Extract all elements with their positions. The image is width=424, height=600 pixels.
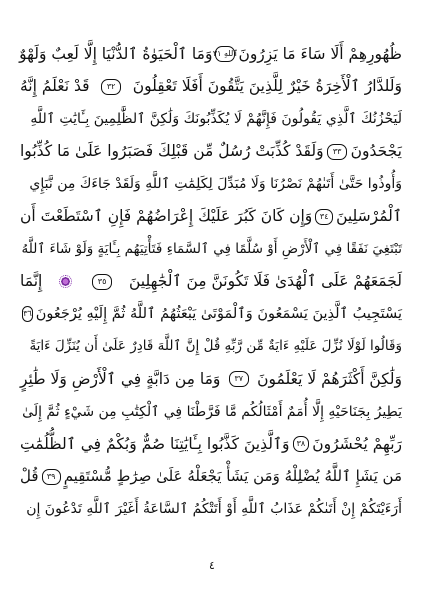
verse-text: ٱلْمُرْسَلِينَ xyxy=(336,207,402,225)
text-line xyxy=(20,233,402,266)
verse-text: يَجْحَدُونَ xyxy=(350,142,402,160)
verse-text: وَمَا مِن دَابَّةٍ فِي ٱلْأَرْضِ وَلَا طَٰئِرٍ xyxy=(20,369,221,388)
text-line xyxy=(20,298,402,331)
verse-text: مَن يَشَإِ ٱللَّهُ يُضْلِلْهُ وَمَن يَشَأْ يَجْعَلْهُ عَلَىٰ صِرَٰطٍ مُّسْتَقِيمٍ xyxy=(63,467,402,486)
text-line xyxy=(20,396,402,429)
text-line xyxy=(20,428,402,461)
verse-text: وَلَٰكِنَّ أَكْثَرَهُمْ لَا يَعْلَمُونَ xyxy=(257,369,402,388)
verse-text: وَقَالُوا لَوْلَا نُزِّلَ عَلَيْهِ ءَايَةٌ مِّن رَّبِّهِ قُلْ إِنَّ ٱللَّهَ قَادِرٌ عَلَىٰ أَن يُنَزِّلَ ءَايَةً xyxy=(29,338,402,354)
verse-text: إِنَّمَا xyxy=(20,272,43,290)
ayah-end-marker: ٣٨ xyxy=(293,436,310,452)
verse-text: رَبِّهِمْ يُحْشَرُونَ xyxy=(312,434,402,453)
text-line xyxy=(20,38,402,71)
verse-text: يَسْتَجِيبُ ٱلَّذِينَ يَسْمَعُونَ وَٱلْمَوْتَىٰ يَبْعَثُهُمُ ٱللَّهُ ثُمَّ إِلَيْهِ يُرْجَعُونَ xyxy=(35,306,402,322)
verse-text: ظُهُورِهِمْ أَلَا سَاءَ مَا يَزِرُونَ xyxy=(238,44,402,63)
page-number: ٤ xyxy=(209,559,215,572)
verse-text: يَطِيرُ بِجَنَاحَيْهِ إِلَّا أُمَمٌ أَمْثَالُكُم مَّا فَرَّطْنَا فِي ٱلْكِتَٰبِ مِن شَيْءٍ ثُمَّ إِلَىٰ xyxy=(22,403,402,420)
text-line xyxy=(20,363,402,396)
ayah-end-marker: ٱللهِ ٣١ xyxy=(215,46,235,62)
verse-text: أَرَءَيْتَكُمْ إِنْ أَتَىٰكُمْ عَذَابُ ٱللَّهِ أَوْ أَتَتْكُمُ ٱلسَّاعَةُ أَغَيْرَ ٱللَّهِ تَدْعُونَ إِن xyxy=(26,501,402,518)
ayah-end-marker: ٣٥ xyxy=(92,274,112,290)
text-line xyxy=(20,266,402,299)
verse-text: وَلَلدَّارُ ٱلْأَخِرَةُ خَيْرٌ لِلَّذِينَ يَتَّقُونَ أَفَلَا تَعْقِلُونَ xyxy=(132,77,402,95)
verse-text: وَلَقَدْ كُذِّبَتْ رُسُلٌ مِّن قَبْلِكَ فَصَبَرُوا عَلَىٰ مَا كُذِّبُوا xyxy=(20,142,324,160)
verse-text-block xyxy=(20,38,402,526)
text-line xyxy=(20,71,402,104)
ayah-end-marker: ٣٣ xyxy=(327,144,347,160)
text-line xyxy=(20,103,402,136)
text-line xyxy=(20,201,402,234)
verse-text: تَبْتَغِيَ نَفَقًا فِي ٱلْأَرْضِ أَوْ سُلَّمًا فِي ٱلسَّمَاءِ فَتَأْتِيَهُم بِـَٔايَةٍ وَلَوْ شَاءَ ٱللَّهُ xyxy=(21,240,402,257)
verse-text: وَأُوذُوا حَتَّىٰ أَتَىٰهُمْ نَصْرُنَا وَلَا مُبَدِّلَ لِكَلِمَٰتِ ٱللَّهِ وَلَقَدْ جَاءَكَ مِن نَّبَإِي xyxy=(29,176,402,193)
ayah-end-marker: ٣٢ xyxy=(101,79,121,95)
verse-text: لَجَمَعَهُمْ عَلَى ٱلْهُدَىٰ فَلَا تَكُونَنَّ مِنَ ٱلْجَٰهِلِينَ xyxy=(128,272,402,290)
verse-text: قَدْ نَعْلَمُ إِنَّهُ xyxy=(20,77,90,95)
text-line xyxy=(20,461,402,494)
sajda-marker-icon xyxy=(59,275,72,288)
ayah-end-marker: ٣٧ xyxy=(229,371,249,387)
verse-text: قُلْ xyxy=(20,467,39,486)
ayah-end-marker: ٣٦ xyxy=(22,306,33,322)
ayah-end-marker: ٣٩ xyxy=(42,469,61,485)
verse-text: وَمَا ٱلْحَيَوٰةُ ٱلدُّنْيَا إِلَّا لَعِبٌ وَلَهْوٌ xyxy=(19,44,213,63)
text-line xyxy=(20,168,402,201)
verse-text: وَٱلَّذِينَ كَذَّبُوا بِـَٔايَٰتِنَا صُمٌّ وَبُكْمٌ فِي ٱلظُّلُمَٰتِ xyxy=(20,434,290,453)
ayah-end-marker: ٣٤ xyxy=(315,209,333,225)
verse-text: وَإِن كَانَ كَبُرَ عَلَيْكَ إِعْرَاضُهُمْ فَإِنِ ٱسْتَطَعْتَ أَن xyxy=(20,207,313,225)
text-line xyxy=(20,331,402,364)
text-line xyxy=(20,493,402,526)
verse-text: لَيَحْزُنُكَ ٱلَّذِي يَقُولُونَ فَإِنَّهُمْ لَا يُكَذِّبُونَكَ وَلَٰكِنَّ ٱلظَّٰلِمِينَ بِـَٔايَٰتِ ٱللَّهِ xyxy=(30,111,402,128)
text-line xyxy=(20,136,402,169)
